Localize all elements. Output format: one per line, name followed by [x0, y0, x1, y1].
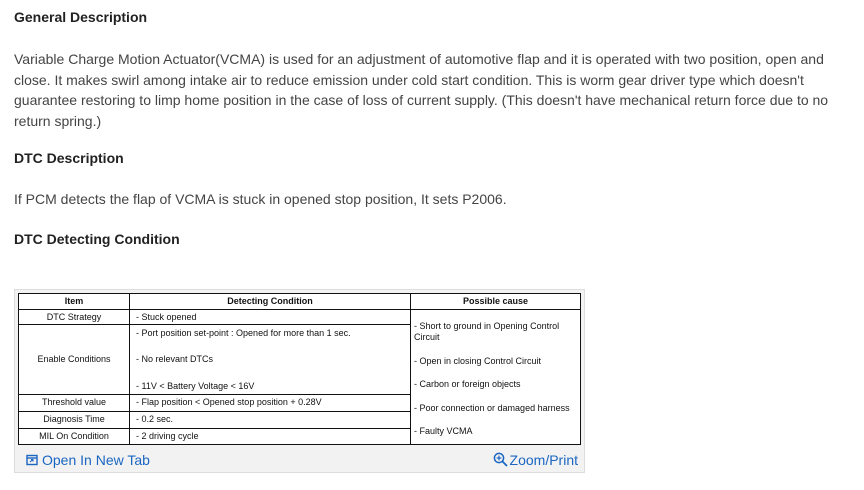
general-description-heading: General Description	[14, 9, 148, 25]
dtc-description-text: If PCM detects the flap of VCMA is stuck in opened stop position, It sets P2006.	[14, 191, 507, 207]
condition-mil-on-condition	[130, 428, 411, 444]
condition-line: - Flap position < Opened stop position + 0.28V	[136, 397, 322, 408]
condition-threshold-value	[130, 395, 411, 411]
dtc-description-heading: DTC Description	[14, 150, 124, 166]
condition-line: - Stuck opened	[136, 311, 197, 322]
possible-cause-item: - Short to ground in Opening Control Circuit	[414, 321, 560, 343]
possible-cause-item: - Faulty VCMA	[414, 426, 473, 437]
item-threshold-value: Threshold value	[19, 395, 130, 411]
open-new-tab-icon	[26, 453, 38, 469]
zoom-in-icon	[493, 452, 508, 470]
item-dtc-strategy: DTC Strategy	[19, 310, 130, 325]
zoom-print-link[interactable]	[493, 452, 578, 470]
condition-line: - 11V < Battery Voltage < 16V	[136, 380, 255, 391]
zoom-print-label[interactable]: Zoom/Print	[509, 452, 578, 468]
condition-dtc-strategy	[130, 310, 411, 325]
condition-diagnosis-time	[130, 411, 411, 428]
dtc-condition-table	[18, 293, 581, 445]
header-detecting-condition: Detecting Condition	[130, 294, 411, 310]
condition-enable-conditions	[130, 325, 411, 395]
general-description-text: Variable Charge Motion Actuator(VCMA) is used for an adjustment of automotive flap and it is operated with two position, open and close. It makes swirl among intake air to reduce emission under cold start condition. This is worm gear driver type which doesn't guarantee restoring to limp home position in the case of loss of current supply. (This doesn't have mechanical return force due to no return spring.)	[14, 51, 829, 129]
header-item: Item	[19, 294, 130, 310]
item-enable-conditions: Enable Conditions	[19, 325, 130, 395]
item-mil-on-condition: MIL On Condition	[19, 428, 130, 444]
condition-line: - 0.2 sec.	[136, 414, 174, 425]
open-in-new-tab-label[interactable]: Open In New Tab	[42, 452, 150, 468]
possible-cause-cell	[411, 310, 581, 445]
header-possible-cause: Possible cause	[411, 294, 581, 310]
figure-footer	[15, 446, 584, 472]
condition-line: - 2 driving cycle	[136, 430, 199, 441]
table-header-row	[19, 294, 581, 310]
dtc-detecting-condition-heading: DTC Detecting Condition	[14, 231, 180, 247]
possible-cause-item: - Carbon or foreign objects	[414, 379, 521, 390]
possible-cause-item: - Poor connection or damaged harness	[414, 402, 570, 413]
item-diagnosis-time: Diagnosis Time	[19, 411, 130, 428]
open-in-new-tab-link[interactable]	[26, 452, 150, 469]
possible-cause-item: - Open in closing Control Circuit	[414, 355, 542, 366]
condition-line: - Port position set-point : Opened for more than 1 sec.	[136, 327, 351, 338]
condition-line: - No relevant DTCs	[136, 354, 214, 365]
table-row	[19, 310, 581, 325]
dtc-condition-figure	[14, 289, 585, 473]
